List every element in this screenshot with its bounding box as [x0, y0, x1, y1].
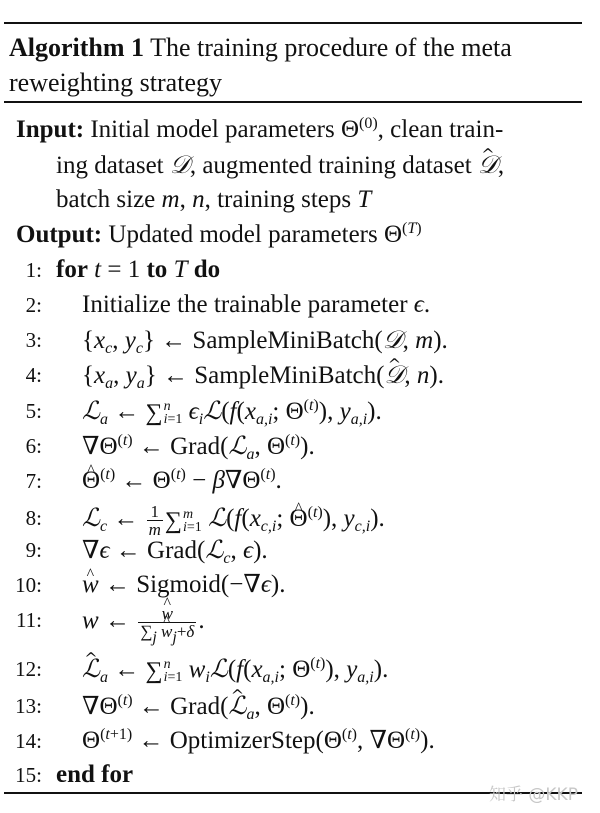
step-number: 11: — [15, 608, 42, 632]
step-body: {$x_c$, $y_c$} ← SampleMiniBatch(𝒟, m). — [82, 325, 448, 357]
title-rule — [4, 101, 582, 103]
step-body: ^ w ← Sigmoid(−∇ϵ). — [82, 570, 285, 600]
output-label: Output: — [16, 221, 103, 248]
input-label: Input: — [16, 116, 85, 143]
step-number: 9: — [25, 538, 42, 562]
step-body: end for — [56, 761, 134, 788]
step-body: $\Theta^{(t+1)}$ ← $OptimizerStep(\Theta^{(t)}$, $\nabla\Theta^{(t)}$). — [82, 726, 435, 754]
step-number: 12: — [15, 657, 42, 681]
step-number: 1: — [25, 258, 42, 282]
watermark: 知乎 @KKP — [489, 785, 578, 805]
step-body: Initialize the trainable parameter ϵ. — [82, 291, 431, 318]
algorithm-title — [9, 30, 581, 100]
step-body: ∇ϵ ← Grad(ℒ$_c$, ϵ). — [82, 535, 268, 567]
algorithm-title-line1: The training procedure of the meta — [150, 33, 512, 62]
step-body: $\nabla\Theta^{(t)}$ ← Grad(^ ℒ$_a$, $\Theta^{(t)}$). — [82, 691, 315, 722]
step-body: $\nabla\Theta^{(t)}$ ← Grad(ℒ$_a$, $\Theta^{(t)}$). — [82, 431, 315, 463]
step-body: ℒ$_a$ ← ∑ n i=1 $\epsilon_iℒ(f(x_{a,i}$; $\Theta^{(t)}$), $y_{a,i}$). — [82, 396, 382, 428]
algorithm-title-line2: reweighting strategy — [9, 68, 222, 97]
output-line: Output: Updated model parameters $\Theta^{(T)}$ — [16, 220, 422, 248]
step-number: 7: — [25, 469, 42, 493]
input-line2: ing dataset 𝒟, augmented training dataset ^ 𝒟, — [56, 150, 504, 181]
step-body: {$x_a$, $y_a$} ← SampleMiniBatch(^ 𝒟, n). — [82, 360, 444, 391]
step-body: ^ ℒ$_a$ ← ∑ n i=1 $w_iℒ(f(x_{a,i}$; $\Theta^{(t)}$), $y_{a,i}$). — [82, 654, 388, 685]
step-body: ℒ$_c$ ← $\frac{1}{m}$ ∑ m i=1 $ℒ(f(x_{c,i}$; ^ $\Theta^{(t)}$), $y_{c,i}$). — [82, 503, 385, 538]
input-line3: batch size m, n, training steps T — [56, 186, 372, 213]
step-number: 15: — [15, 763, 42, 787]
step-number: 3: — [25, 328, 42, 352]
step-number: 2: — [25, 293, 42, 317]
step-number: 13: — [15, 694, 42, 718]
step-number: 4: — [25, 363, 42, 387]
input-line1: Input: Initial model parameters $\Theta^{(0)}$, clean train- — [16, 115, 504, 143]
step-body: w ← ^ $\frac{w}{\sum_j \^{} w_j+\delta}$ . — [82, 605, 205, 640]
step-body: ^ $\Theta^{(t)}$ ← $\Theta^{(t)} - \beta\nabla\Theta^{(t)}$. — [82, 466, 282, 496]
algorithm-label: Algorithm 1 — [9, 33, 145, 62]
step-number: 8: — [25, 506, 42, 530]
step-number: 5: — [25, 399, 42, 423]
step-number: 6: — [25, 434, 42, 458]
step-body: for t = 1 to T do — [56, 256, 221, 283]
step-number: 10: — [15, 573, 42, 597]
top-rule — [4, 22, 582, 24]
step-number: 14: — [15, 729, 42, 753]
